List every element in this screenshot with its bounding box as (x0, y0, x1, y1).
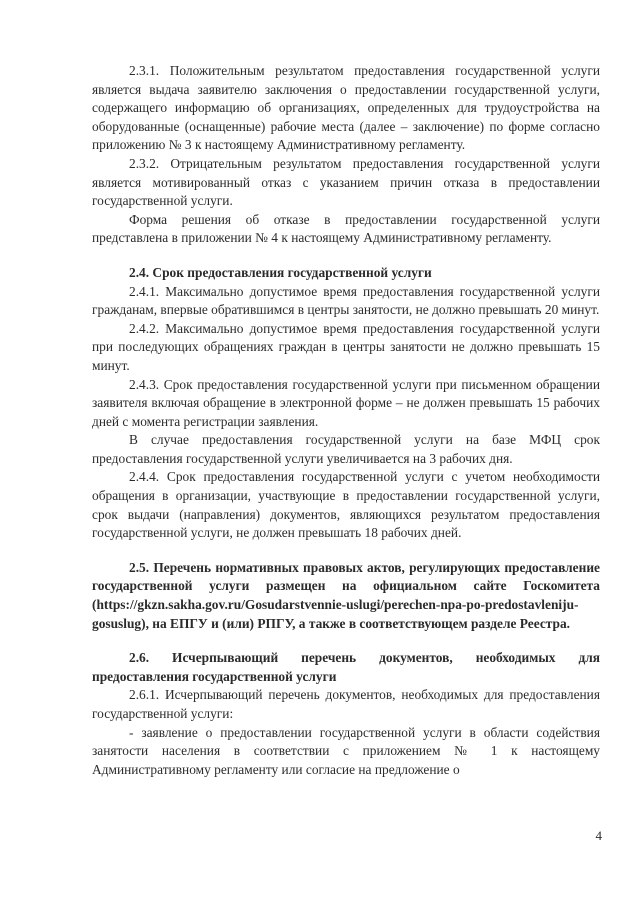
paragraph-2-6-1: 2.6.1. Исчерпывающий перечень документов, необходимых для предоставления государственной услуги: (92, 687, 600, 721)
paragraph-refusal-form: Форма решения об отказе в предоставлении государственной услуги представлена в приложении № 4 к настоящему Административному регламенту. (92, 211, 600, 246)
paragraph-2-3-2: 2.3.2. Отрицательным результатом предоставления государственной услуги является мотивированный отказ с указанием причин отказа в предоставлении государственной услуги. (92, 155, 600, 209)
paragraph-2-4-1: 2.4.1. Максимально допустимое время предоставления государственной услуги гражданам, впервые обратившимся в центры занятости, не должно превышать 20 минут. (92, 283, 600, 318)
section-heading-2-4: 2.4. Срок предоставления государственной услуги (129, 264, 432, 280)
paragraph-2-4-4: 2.4.4. Срок предоставления государственной услуги с учетом необходимости обращения в организации, участвующие в предоставлении государственной услуги, срок выдачи (направления) документов, являющихся результатом предоставления государственной услуги, не должен превышать 18 рабочих дней. (92, 469, 600, 541)
section-heading-2-6: 2.6. Исчерпывающий перечень документов, необходимых для предоставления государственной услуги (92, 650, 600, 684)
paragraph-mfc: В случае предоставления государственной услуги на базе МФЦ срок предоставления государственной услуги увеличивается на 3 рабочих дня. (92, 432, 600, 466)
paragraph-application: - заявление о предоставлении государственной услуги в области содействия занятости населения в соответствии с приложением № 1 к настоящему Административному регламенту или согласие на предложение о (92, 724, 600, 777)
paragraph-2-3-1: 2.3.1. Положительным результатом предоставления государственной услуги является выдача заявителю заключения о предоставлении государственной услуги, содержащего информацию об организациях, определенных для трудоустройства на оборудованные (оснащенные) рабочие места (далее – заключение) по форме согласно приложению № 3 к настоящему Административному регламенту. (92, 63, 600, 153)
page-number: 4 (595, 828, 602, 843)
paragraph-2-4-3: 2.4.3. Срок предоставления государственной услуги при письменном обращении заявителя включая обращение в электронной форме – не должен превышать 15 рабочих дней с момента регистрации заявления. (92, 376, 600, 429)
section-heading-2-5: 2.5. Перечень нормативных правовых актов, регулирующих предоставление государственной услуги размещен на официальном сайте Госкомитета (https://gkzn.sakha.gov.ru/Gosudarstvennie-uslugi/perechen-npa-po-predostavleniju-gosuslug), на ЕПГУ и (или) РПГУ, а также в соответствующем разделе Реестра. (92, 559, 600, 631)
paragraph-2-4-2: 2.4.2. Максимально допустимое время предоставления государственной услуги при последующих обращениях граждан в центры занятости не должно превышать 15 минут. (92, 320, 600, 373)
